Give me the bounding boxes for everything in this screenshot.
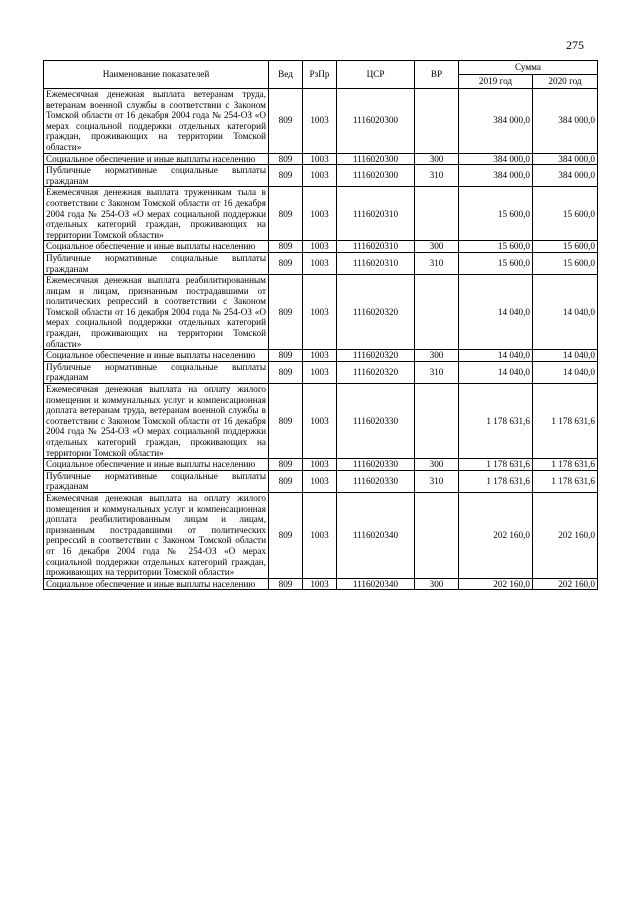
cell-csr: 1116020300 (337, 153, 415, 165)
cell-name: Социальное обеспечение и иные выплаты населению (44, 350, 269, 362)
cell-vr (415, 187, 459, 241)
cell-rzpr: 1003 (303, 492, 337, 578)
cell-name: Публичные нормативные социальные выплаты гражданам (44, 470, 269, 492)
cell-2020: 14 040,0 (533, 361, 598, 383)
cell-2019: 15 600,0 (459, 241, 533, 253)
cell-ved: 809 (269, 241, 303, 253)
cell-rzpr: 1003 (303, 470, 337, 492)
cell-2019: 202 160,0 (459, 492, 533, 578)
cell-2020: 1 178 631,6 (533, 384, 598, 459)
cell-name: Ежемесячная денежная выплата на оплату жилого помещения и коммунальных услуг и компенсационная доплата реабилитированным лицам и лицам, признанным пострадавшими от политических репрессий в соответствии с Законом Томской области от 16 декабря 2004 года № 254-ОЗ «О мерах социальной поддержки отдельных категорий граждан, проживающих на территории Томской области» (44, 492, 269, 578)
cell-2020: 384 000,0 (533, 89, 598, 154)
cell-csr: 1116020320 (337, 361, 415, 383)
cell-rzpr: 1003 (303, 350, 337, 362)
cell-ved: 809 (269, 361, 303, 383)
cell-ved: 809 (269, 350, 303, 362)
cell-name: Ежемесячная денежная выплата реабилитированным лицам и лицам, признанным пострадавшими от политических репрессий в соответствии с Законом Томской области от 16 декабря 2004 года № 254-ОЗ «О мерах социальной поддержки отдельных категорий граждан, проживающих на территории Томской области» (44, 275, 269, 350)
cell-vr (415, 89, 459, 154)
page-number: 275 (566, 38, 584, 52)
cell-2020: 15 600,0 (533, 241, 598, 253)
cell-2019: 14 040,0 (459, 350, 533, 362)
header-rzpr: РзПр (303, 61, 337, 89)
budget-table (43, 60, 598, 590)
cell-2019: 202 160,0 (459, 578, 533, 590)
cell-csr: 1116020330 (337, 384, 415, 459)
cell-rzpr: 1003 (303, 187, 337, 241)
table-row (44, 470, 598, 492)
table-row (44, 361, 598, 383)
table-row (44, 350, 598, 362)
table-row (44, 187, 598, 241)
cell-2020: 1 178 631,6 (533, 470, 598, 492)
cell-csr: 1116020330 (337, 459, 415, 471)
cell-vr (415, 384, 459, 459)
cell-rzpr: 1003 (303, 459, 337, 471)
cell-2019: 1 178 631,6 (459, 470, 533, 492)
header-ved: Вед (269, 61, 303, 89)
cell-csr: 1116020310 (337, 187, 415, 241)
cell-ved: 809 (269, 89, 303, 154)
cell-2019: 15 600,0 (459, 252, 533, 274)
cell-2019: 14 040,0 (459, 361, 533, 383)
table-row (44, 241, 598, 253)
cell-2020: 14 040,0 (533, 350, 598, 362)
cell-name: Публичные нормативные социальные выплаты гражданам (44, 361, 269, 383)
cell-rzpr: 1003 (303, 165, 337, 187)
table-row (44, 384, 598, 459)
cell-name: Социальное обеспечение и иные выплаты населению (44, 459, 269, 471)
cell-csr: 1116020300 (337, 165, 415, 187)
cell-vr: 310 (415, 361, 459, 383)
cell-csr: 1116020300 (337, 89, 415, 154)
cell-vr (415, 275, 459, 350)
cell-2019: 15 600,0 (459, 187, 533, 241)
cell-vr: 300 (415, 241, 459, 253)
header-sum: Сумма (459, 61, 598, 75)
cell-ved: 809 (269, 492, 303, 578)
table-row (44, 252, 598, 274)
cell-2020: 15 600,0 (533, 252, 598, 274)
cell-2019: 14 040,0 (459, 275, 533, 350)
cell-ved: 809 (269, 153, 303, 165)
cell-vr: 300 (415, 153, 459, 165)
cell-2020: 202 160,0 (533, 578, 598, 590)
header-year-2019: 2019 год (459, 75, 533, 89)
cell-csr: 1116020310 (337, 241, 415, 253)
cell-rzpr: 1003 (303, 578, 337, 590)
cell-name: Публичные нормативные социальные выплаты гражданам (44, 165, 269, 187)
cell-rzpr: 1003 (303, 275, 337, 350)
table-row (44, 165, 598, 187)
cell-name: Публичные нормативные социальные выплаты гражданам (44, 252, 269, 274)
cell-ved: 809 (269, 165, 303, 187)
cell-csr: 1116020340 (337, 492, 415, 578)
cell-ved: 809 (269, 470, 303, 492)
table-row (44, 89, 598, 154)
table-row (44, 492, 598, 578)
cell-vr: 310 (415, 252, 459, 274)
cell-ved: 809 (269, 459, 303, 471)
cell-rzpr: 1003 (303, 384, 337, 459)
cell-vr: 300 (415, 350, 459, 362)
cell-ved: 809 (269, 275, 303, 350)
cell-2020: 202 160,0 (533, 492, 598, 578)
cell-2020: 15 600,0 (533, 187, 598, 241)
cell-ved: 809 (269, 252, 303, 274)
cell-csr: 1116020320 (337, 350, 415, 362)
table-body (44, 89, 598, 590)
table-row (44, 578, 598, 590)
table-header (44, 61, 598, 89)
cell-2020: 1 178 631,6 (533, 459, 598, 471)
cell-2019: 1 178 631,6 (459, 384, 533, 459)
header-year-2020: 2020 год (533, 75, 598, 89)
cell-name: Социальное обеспечение и иные выплаты населению (44, 241, 269, 253)
cell-name: Ежемесячная денежная выплата труженикам тыла в соответствии с Законом Томской области от 16 декабря 2004 года № 254-ОЗ «О мерах социальной поддержки отдельных категорий граждан, проживающих на территории Томской области» (44, 187, 269, 241)
cell-rzpr: 1003 (303, 252, 337, 274)
cell-rzpr: 1003 (303, 153, 337, 165)
cell-2019: 384 000,0 (459, 165, 533, 187)
cell-name: Ежемесячная денежная выплата ветеранам труда, ветеранам военной службы в соответствии с Законом Томской области от 16 декабря 2004 года № 254-ОЗ «О мерах социальной поддержки отдельных категорий граждан, проживающих на территории Томской области» (44, 89, 269, 154)
cell-2019: 384 000,0 (459, 153, 533, 165)
cell-2019: 384 000,0 (459, 89, 533, 154)
cell-ved: 809 (269, 578, 303, 590)
cell-name: Ежемесячная денежная выплата на оплату жилого помещения и коммунальных услуг и компенсационная доплата ветеранам труда, ветеранам военной службы в соответствии с Законом Томской области от 16 декабря 2004 года № 254-ОЗ «О мерах социальной поддержки отдельных категорий граждан, проживающих на территории Томской области» (44, 384, 269, 459)
cell-name: Социальное обеспечение и иные выплаты населению (44, 153, 269, 165)
header-csr: ЦСР (337, 61, 415, 89)
cell-rzpr: 1003 (303, 89, 337, 154)
cell-vr: 300 (415, 459, 459, 471)
cell-ved: 809 (269, 384, 303, 459)
cell-2019: 1 178 631,6 (459, 459, 533, 471)
cell-2020: 14 040,0 (533, 275, 598, 350)
header-vr: ВР (415, 61, 459, 89)
cell-name: Социальное обеспечение и иные выплаты населению (44, 578, 269, 590)
table-row (44, 153, 598, 165)
cell-2020: 384 000,0 (533, 165, 598, 187)
table-row (44, 459, 598, 471)
cell-csr: 1116020340 (337, 578, 415, 590)
table-row (44, 275, 598, 350)
cell-rzpr: 1003 (303, 361, 337, 383)
cell-vr (415, 492, 459, 578)
cell-vr: 300 (415, 578, 459, 590)
cell-vr: 310 (415, 165, 459, 187)
header-name: Наименование показателей (44, 61, 269, 89)
cell-ved: 809 (269, 187, 303, 241)
cell-rzpr: 1003 (303, 241, 337, 253)
cell-csr: 1116020310 (337, 252, 415, 274)
cell-vr: 310 (415, 470, 459, 492)
cell-2020: 384 000,0 (533, 153, 598, 165)
cell-csr: 1116020330 (337, 470, 415, 492)
cell-csr: 1116020320 (337, 275, 415, 350)
